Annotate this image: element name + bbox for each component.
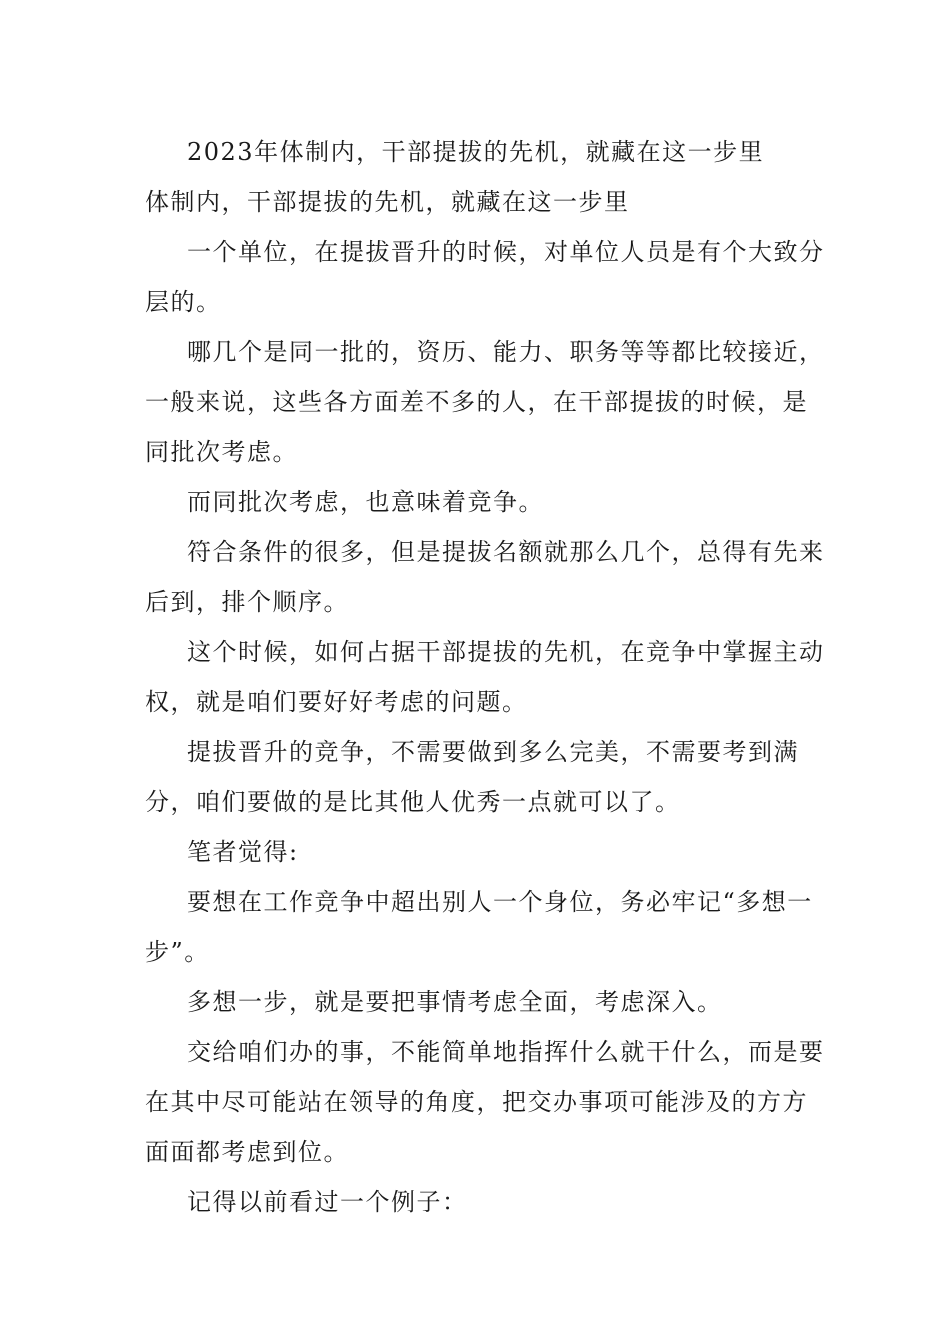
paragraph: 交给咱们办的事，不能简单地指挥什么就干什么，而是要在其中尽可能站在领导的角度，把交办事项可能涉及的方方面面都考虑到位。 [145,1038,825,1166]
paragraph: 符合条件的很多，但是提拔名额就那么几个，总得有先来后到，排个顺序。 [145,538,825,616]
paragraph: 多想一步，就是要把事情考虑全面，考虑深入。 [187,988,723,1016]
paragraph: 要想在工作竞争中超出别人一个身位，务必牢记“多想一步”。 [145,888,813,966]
document-title: 2023年体制内，干部提拔的先机，就藏在这一步里 [187,138,765,166]
paragraph: 一个单位，在提拔晋升的时候，对单位人员是有个大致分层的。 [145,238,825,316]
paragraph: 哪几个是同一批的，资历、能力、职务等等都比较接近，一般来说，这些各方面差不多的人，在干部提拔的时候，是同批次考虑。 [145,338,825,466]
document-subtitle: 体制内，干部提拔的先机，就藏在这一步里 [145,188,630,216]
document-body [145,127,825,1227]
paragraph: 提拔晋升的竞争，不需要做到多么完美，不需要考到满分，咱们要做的是比其他人优秀一点就可以了。 [145,738,799,816]
paragraph: 而同批次考虑，也意味着竞争。 [187,488,544,516]
paragraph: 笔者觉得: [187,838,299,866]
paragraph: 记得以前看过一个例子： [187,1188,468,1216]
paragraph: 这个时候，如何占据干部提拔的先机，在竞争中掌握主动权，就是咱们要好好考虑的问题。 [145,638,825,716]
